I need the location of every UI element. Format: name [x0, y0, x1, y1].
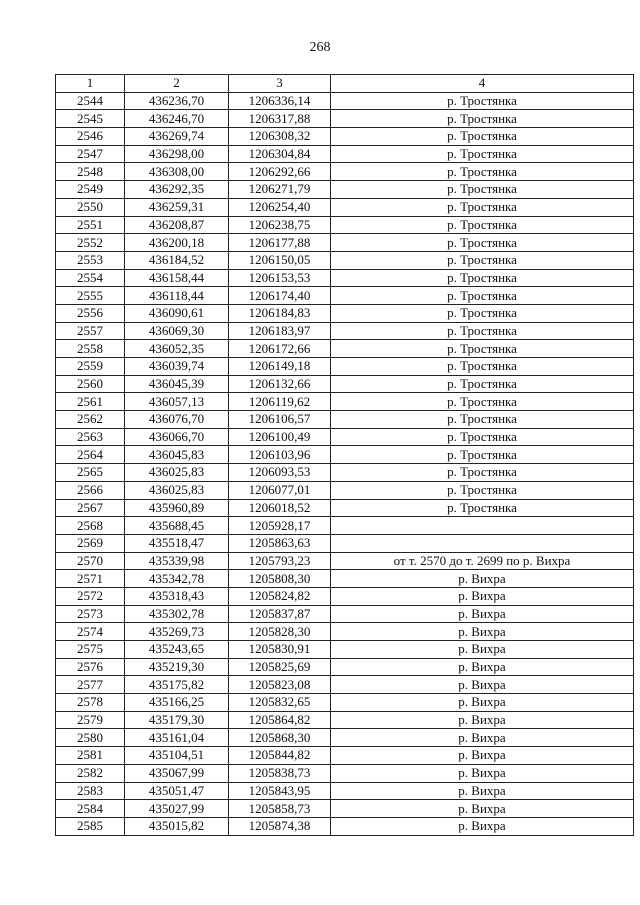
x-coordinate-cell: 435015,82 [125, 817, 229, 835]
description-cell: р. Тростянка [331, 269, 634, 287]
table-body [56, 92, 634, 835]
description-cell: р. Тростянка [331, 322, 634, 340]
point-number-cell: 2547 [56, 145, 125, 163]
y-coordinate-cell: 1205808,30 [229, 570, 331, 588]
description-cell: р. Тростянка [331, 375, 634, 393]
point-number-cell: 2544 [56, 92, 125, 110]
point-number-cell: 2584 [56, 800, 125, 818]
x-coordinate-cell: 436184,52 [125, 251, 229, 269]
point-number-cell: 2583 [56, 782, 125, 800]
x-coordinate-cell: 436118,44 [125, 287, 229, 305]
table-row [56, 393, 634, 411]
x-coordinate-cell: 435960,89 [125, 499, 229, 517]
x-coordinate-cell: 436298,00 [125, 145, 229, 163]
point-number-cell: 2578 [56, 694, 125, 712]
point-number-cell: 2552 [56, 234, 125, 252]
table-row [56, 517, 634, 535]
point-number-cell: 2569 [56, 534, 125, 552]
column-header: 4 [331, 75, 634, 93]
y-coordinate-cell: 1206132,66 [229, 375, 331, 393]
point-number-cell: 2579 [56, 711, 125, 729]
point-number-cell: 2550 [56, 198, 125, 216]
point-number-cell: 2559 [56, 358, 125, 376]
y-coordinate-cell: 1206093,53 [229, 464, 331, 482]
y-coordinate-cell: 1206304,84 [229, 145, 331, 163]
y-coordinate-cell: 1206308,32 [229, 128, 331, 146]
table-row [56, 481, 634, 499]
x-coordinate-cell: 436158,44 [125, 269, 229, 287]
point-number-cell: 2556 [56, 304, 125, 322]
table-row [56, 287, 634, 305]
table-row [56, 322, 634, 340]
y-coordinate-cell: 1206174,40 [229, 287, 331, 305]
description-cell: р. Тростянка [331, 287, 634, 305]
point-number-cell: 2582 [56, 764, 125, 782]
table-row [56, 110, 634, 128]
table-row [56, 428, 634, 446]
point-number-cell: 2553 [56, 251, 125, 269]
description-cell [331, 517, 634, 535]
y-coordinate-cell: 1206254,40 [229, 198, 331, 216]
description-cell: р. Тростянка [331, 428, 634, 446]
description-cell: р. Тростянка [331, 216, 634, 234]
description-cell: р. Тростянка [331, 234, 634, 252]
x-coordinate-cell: 436208,87 [125, 216, 229, 234]
table-row [56, 128, 634, 146]
y-coordinate-cell: 1205793,23 [229, 552, 331, 570]
point-number-cell: 2565 [56, 464, 125, 482]
description-cell: р. Тростянка [331, 251, 634, 269]
description-cell: р. Тростянка [331, 145, 634, 163]
description-cell: р. Вихра [331, 658, 634, 676]
description-cell: р. Вихра [331, 587, 634, 605]
table-row [56, 198, 634, 216]
table-row [56, 552, 634, 570]
description-cell: р. Тростянка [331, 92, 634, 110]
description-cell: р. Тростянка [331, 304, 634, 322]
column-header: 1 [56, 75, 125, 93]
table-row [56, 570, 634, 588]
table-row [56, 658, 634, 676]
table-row [56, 216, 634, 234]
y-coordinate-cell: 1206106,57 [229, 411, 331, 429]
x-coordinate-cell: 436200,18 [125, 234, 229, 252]
x-coordinate-cell: 435318,43 [125, 587, 229, 605]
y-coordinate-cell: 1206119,62 [229, 393, 331, 411]
x-coordinate-cell: 436308,00 [125, 163, 229, 181]
point-number-cell: 2561 [56, 393, 125, 411]
x-coordinate-cell: 436039,74 [125, 358, 229, 376]
y-coordinate-cell: 1205825,69 [229, 658, 331, 676]
table-row [56, 587, 634, 605]
y-coordinate-cell: 1206184,83 [229, 304, 331, 322]
description-cell: р. Тростянка [331, 499, 634, 517]
point-number-cell: 2555 [56, 287, 125, 305]
description-cell: от т. 2570 до т. 2699 по р. Вихра [331, 552, 634, 570]
table-row [56, 711, 634, 729]
description-cell: р. Тростянка [331, 340, 634, 358]
point-number-cell: 2557 [56, 322, 125, 340]
description-cell: р. Вихра [331, 800, 634, 818]
y-coordinate-cell: 1205830,91 [229, 641, 331, 659]
point-number-cell: 2572 [56, 587, 125, 605]
description-cell: р. Тростянка [331, 358, 634, 376]
y-coordinate-cell: 1206077,01 [229, 481, 331, 499]
x-coordinate-cell: 435302,78 [125, 605, 229, 623]
y-coordinate-cell: 1206238,75 [229, 216, 331, 234]
description-cell: р. Тростянка [331, 411, 634, 429]
description-cell: р. Вихра [331, 729, 634, 747]
description-cell: р. Вихра [331, 605, 634, 623]
x-coordinate-cell: 435339,98 [125, 552, 229, 570]
y-coordinate-cell: 1205864,82 [229, 711, 331, 729]
table-row [56, 782, 634, 800]
point-number-cell: 2571 [56, 570, 125, 588]
coordinates-table [55, 74, 634, 836]
y-coordinate-cell: 1206100,49 [229, 428, 331, 446]
point-number-cell: 2548 [56, 163, 125, 181]
table-row [56, 181, 634, 199]
description-cell: р. Вихра [331, 641, 634, 659]
table-row [56, 411, 634, 429]
page-number: 268 [309, 40, 331, 55]
table-row [56, 446, 634, 464]
y-coordinate-cell: 1206336,14 [229, 92, 331, 110]
y-coordinate-cell: 1206183,97 [229, 322, 331, 340]
x-coordinate-cell: 435269,73 [125, 623, 229, 641]
table-row [56, 358, 634, 376]
x-coordinate-cell: 436025,83 [125, 481, 229, 499]
y-coordinate-cell: 1205874,38 [229, 817, 331, 835]
y-coordinate-cell: 1205868,30 [229, 729, 331, 747]
point-number-cell: 2581 [56, 747, 125, 765]
description-cell: р. Тростянка [331, 393, 634, 411]
point-number-cell: 2563 [56, 428, 125, 446]
table-row [56, 340, 634, 358]
x-coordinate-cell: 435104,51 [125, 747, 229, 765]
description-cell: р. Тростянка [331, 446, 634, 464]
x-coordinate-cell: 436269,74 [125, 128, 229, 146]
column-header: 3 [229, 75, 331, 93]
table-row [56, 623, 634, 641]
x-coordinate-cell: 435243,65 [125, 641, 229, 659]
y-coordinate-cell: 1205837,87 [229, 605, 331, 623]
y-coordinate-cell: 1206149,18 [229, 358, 331, 376]
x-coordinate-cell: 436052,35 [125, 340, 229, 358]
y-coordinate-cell: 1205844,82 [229, 747, 331, 765]
x-coordinate-cell: 435518,47 [125, 534, 229, 552]
x-coordinate-cell: 435161,04 [125, 729, 229, 747]
table-row [56, 747, 634, 765]
y-coordinate-cell: 1205843,95 [229, 782, 331, 800]
table-row [56, 304, 634, 322]
point-number-cell: 2546 [56, 128, 125, 146]
table-row [56, 729, 634, 747]
table-row [56, 145, 634, 163]
x-coordinate-cell: 435175,82 [125, 676, 229, 694]
description-cell: р. Вихра [331, 711, 634, 729]
y-coordinate-cell: 1206292,66 [229, 163, 331, 181]
point-number-cell: 2574 [56, 623, 125, 641]
point-number-cell: 2554 [56, 269, 125, 287]
y-coordinate-cell: 1206150,05 [229, 251, 331, 269]
description-cell: р. Вихра [331, 782, 634, 800]
point-number-cell: 2580 [56, 729, 125, 747]
description-cell: р. Вихра [331, 817, 634, 835]
y-coordinate-cell: 1206018,52 [229, 499, 331, 517]
table-row [56, 676, 634, 694]
x-coordinate-cell: 436025,83 [125, 464, 229, 482]
description-cell: р. Тростянка [331, 163, 634, 181]
table-row [56, 92, 634, 110]
x-coordinate-cell: 436057,13 [125, 393, 229, 411]
point-number-cell: 2562 [56, 411, 125, 429]
x-coordinate-cell: 436236,70 [125, 92, 229, 110]
y-coordinate-cell: 1206172,66 [229, 340, 331, 358]
x-coordinate-cell: 435179,30 [125, 711, 229, 729]
description-cell: р. Вихра [331, 570, 634, 588]
y-coordinate-cell: 1206177,88 [229, 234, 331, 252]
description-cell: р. Тростянка [331, 464, 634, 482]
table-row [56, 800, 634, 818]
point-number-cell: 2564 [56, 446, 125, 464]
x-coordinate-cell: 435051,47 [125, 782, 229, 800]
x-coordinate-cell: 435688,45 [125, 517, 229, 535]
table-row [56, 163, 634, 181]
y-coordinate-cell: 1205858,73 [229, 800, 331, 818]
point-number-cell: 2545 [56, 110, 125, 128]
x-coordinate-cell: 435166,25 [125, 694, 229, 712]
point-number-cell: 2568 [56, 517, 125, 535]
y-coordinate-cell: 1205823,08 [229, 676, 331, 694]
y-coordinate-cell: 1206103,96 [229, 446, 331, 464]
x-coordinate-cell: 436066,70 [125, 428, 229, 446]
description-cell: р. Вихра [331, 764, 634, 782]
point-number-cell: 2560 [56, 375, 125, 393]
x-coordinate-cell: 436246,70 [125, 110, 229, 128]
x-coordinate-cell: 436069,30 [125, 322, 229, 340]
description-cell [331, 534, 634, 552]
table-row [56, 234, 634, 252]
y-coordinate-cell: 1205832,65 [229, 694, 331, 712]
x-coordinate-cell: 436045,83 [125, 446, 229, 464]
table-row [56, 269, 634, 287]
description-cell: р. Вихра [331, 623, 634, 641]
y-coordinate-cell: 1205828,30 [229, 623, 331, 641]
x-coordinate-cell: 435027,99 [125, 800, 229, 818]
table-row [56, 694, 634, 712]
point-number-cell: 2573 [56, 605, 125, 623]
table-row [56, 375, 634, 393]
table-row [56, 251, 634, 269]
description-cell: р. Тростянка [331, 198, 634, 216]
x-coordinate-cell: 436076,70 [125, 411, 229, 429]
description-cell: р. Вихра [331, 747, 634, 765]
description-cell: р. Тростянка [331, 128, 634, 146]
table-row [56, 764, 634, 782]
y-coordinate-cell: 1206271,79 [229, 181, 331, 199]
y-coordinate-cell: 1206153,53 [229, 269, 331, 287]
y-coordinate-cell: 1206317,88 [229, 110, 331, 128]
table-row [56, 605, 634, 623]
x-coordinate-cell: 435342,78 [125, 570, 229, 588]
x-coordinate-cell: 435219,30 [125, 658, 229, 676]
x-coordinate-cell: 436045,39 [125, 375, 229, 393]
point-number-cell: 2549 [56, 181, 125, 199]
y-coordinate-cell: 1205928,17 [229, 517, 331, 535]
point-number-cell: 2576 [56, 658, 125, 676]
x-coordinate-cell: 436090,61 [125, 304, 229, 322]
point-number-cell: 2585 [56, 817, 125, 835]
point-number-cell: 2566 [56, 481, 125, 499]
table-row [56, 817, 634, 835]
table-row [56, 641, 634, 659]
description-cell: р. Вихра [331, 694, 634, 712]
description-cell: р. Тростянка [331, 481, 634, 499]
x-coordinate-cell: 436259,31 [125, 198, 229, 216]
point-number-cell: 2551 [56, 216, 125, 234]
point-number-cell: 2567 [56, 499, 125, 517]
table-header-row [56, 75, 634, 93]
y-coordinate-cell: 1205824,82 [229, 587, 331, 605]
point-number-cell: 2558 [56, 340, 125, 358]
x-coordinate-cell: 436292,35 [125, 181, 229, 199]
point-number-cell: 2570 [56, 552, 125, 570]
column-header: 2 [125, 75, 229, 93]
point-number-cell: 2577 [56, 676, 125, 694]
table-row [56, 499, 634, 517]
point-number-cell: 2575 [56, 641, 125, 659]
y-coordinate-cell: 1205863,63 [229, 534, 331, 552]
description-cell: р. Тростянка [331, 110, 634, 128]
description-cell: р. Тростянка [331, 181, 634, 199]
x-coordinate-cell: 435067,99 [125, 764, 229, 782]
y-coordinate-cell: 1205838,73 [229, 764, 331, 782]
description-cell: р. Вихра [331, 676, 634, 694]
table-row [56, 534, 634, 552]
table-row [56, 464, 634, 482]
